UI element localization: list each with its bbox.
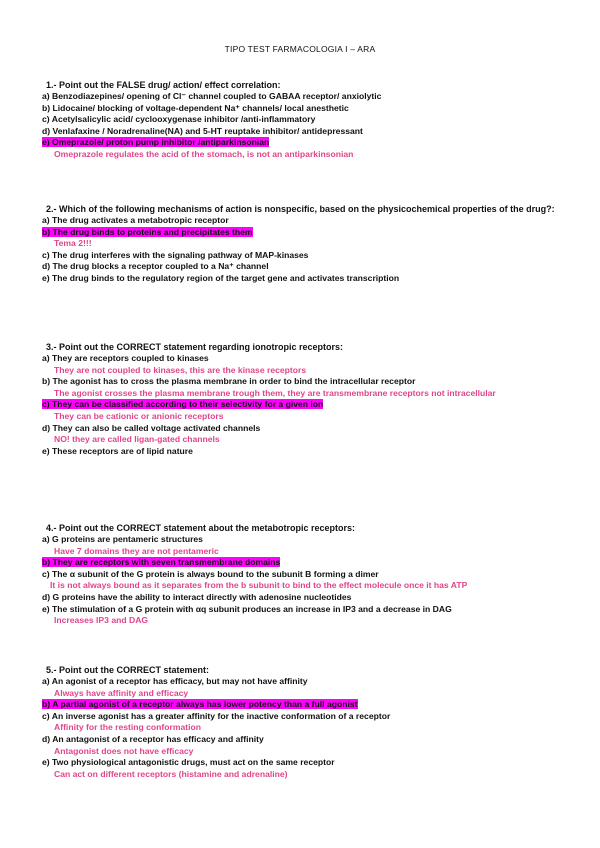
option-b: b) The agonist has to cross the plasma membrane in order to bind the intracellular receptor — [42, 376, 416, 387]
option-b — [42, 699, 564, 711]
answer-note: NO! they are called ligan-gated channels — [54, 434, 220, 445]
answer-note: They are not coupled to kinases, this are the kinase receptors — [54, 364, 307, 375]
question-5 — [42, 665, 564, 780]
answer-note: Increases IP3 and DAG — [54, 615, 149, 626]
question-prompt: 2.- Which of the following mechanisms of action is nonspecific, based on the physicochemical properties of the drug?: — [46, 204, 555, 214]
option-c: c) Acetylsalicylic acid/ cyclooxygenase inhibitor /anti-inflammatory — [42, 114, 316, 125]
highlighted-answer: c) They can be classified according to their selectivity for a given ion — [42, 399, 324, 410]
option-a: a) G proteins are pentameric structures — [42, 534, 203, 544]
question-prompt: 3.- Point out the CORRECT statement regarding ionotropic receptors: — [46, 342, 344, 352]
option-d: d) Venlafaxine / Noradrenaline(NA) and 5-HT reuptake inhibitor/ antidepressant — [42, 125, 363, 136]
option-d: d) They can also be called voltage activated channels — [42, 422, 261, 433]
option-b — [42, 227, 564, 239]
option-c: c) An inverse agonist has a greater affinity for the inactive conformation of a receptor — [42, 710, 391, 721]
option-d: d) The drug blocks a receptor coupled to a Na⁺ channel — [42, 261, 269, 272]
option-e: e) These receptors are of lipid nature — [42, 445, 193, 456]
question-4 — [42, 523, 564, 627]
answer-note: Have 7 domains they are not pentameric — [54, 545, 219, 556]
highlighted-answer: e) Omeprazole/ proton pump inhibitor /antiparkinsonian — [42, 137, 270, 148]
option-b — [42, 557, 564, 569]
question-2 — [42, 204, 564, 285]
option-e: e) The stimulation of a G protein with αq subunit produces an increase in IP3 and a decrease in DAG — [42, 603, 452, 614]
answer-note: Antagonist does not have efficacy — [54, 745, 194, 756]
question-1 — [42, 80, 564, 161]
question-prompt: 5.- Point out the CORRECT statement: — [46, 665, 210, 675]
option-e — [42, 137, 564, 149]
option-c — [42, 399, 564, 411]
option-e: e) The drug binds to the regulatory region of the target gene and activates transcription — [42, 272, 400, 283]
option-a: a) An agonist of a receptor has efficacy, but may not have affinity — [42, 676, 308, 686]
option-d: d) An antagonist of a receptor has efficacy and affinity — [42, 733, 264, 744]
option-c: c) The α subunit of the G protein is always bound to the subunit B forming a dimer — [42, 568, 379, 579]
option-d: d) G proteins have the ability to interact directly with adenosine nucleotides — [42, 591, 352, 602]
answer-note: Affinity for the resting conformation — [54, 722, 202, 733]
answer-note: The agonist crosses the plasma membrane trough them, they are transmembrane receptors not intracellular — [54, 387, 496, 398]
answer-note: It is not always bound as it separates from the b subunit to bind to the effect molecule once it has ATP — [50, 580, 468, 591]
question-3 — [42, 342, 564, 457]
option-b: b) Lidocaine/ blocking of voltage-dependent Na⁺ channels/ local anesthetic — [42, 102, 349, 113]
highlighted-answer: b) They are receptors with seven transmembrane domains — [42, 557, 281, 568]
option-c: c) The drug interferes with the signaling pathway of MAP-kinases — [42, 249, 309, 260]
highlighted-answer: b) The drug binds to proteins and precipitates them — [42, 226, 253, 237]
document-title: TIPO TEST FARMACOLOGIA I – ARA — [224, 44, 376, 54]
answer-note: Always have affinity and efficacy — [54, 687, 189, 698]
highlighted-answer: b) A partial agonist of a receptor always has lower potency than a full agonist — [42, 699, 358, 710]
option-e: e) Two physiological antagonistic drugs, must act on the same receptor — [42, 757, 335, 768]
question-prompt: 4.- Point out the CORRECT statement about the metabotropic receptors: — [46, 523, 356, 533]
option-a: a) Benzodiazepines/ opening of Cl⁻ channel coupled to GABAA receptor/ anxiolytic — [42, 91, 382, 101]
answer-note: Can act on different receptors (histamine and adrenaline) — [54, 768, 288, 779]
option-a: a) The drug activates a metabotropic receptor — [42, 215, 229, 225]
answer-note: Omeprazole regulates the acid of the stomach, is not an antiparkinsonian — [54, 148, 354, 159]
answer-note: They can be cationic or anionic receptors — [54, 410, 224, 421]
option-a: a) They are receptors coupled to kinases — [42, 353, 209, 363]
question-prompt: 1.- Point out the FALSE drug/ action/ effect correlation: — [46, 80, 281, 90]
answer-note: Tema 2!!! — [54, 238, 92, 249]
